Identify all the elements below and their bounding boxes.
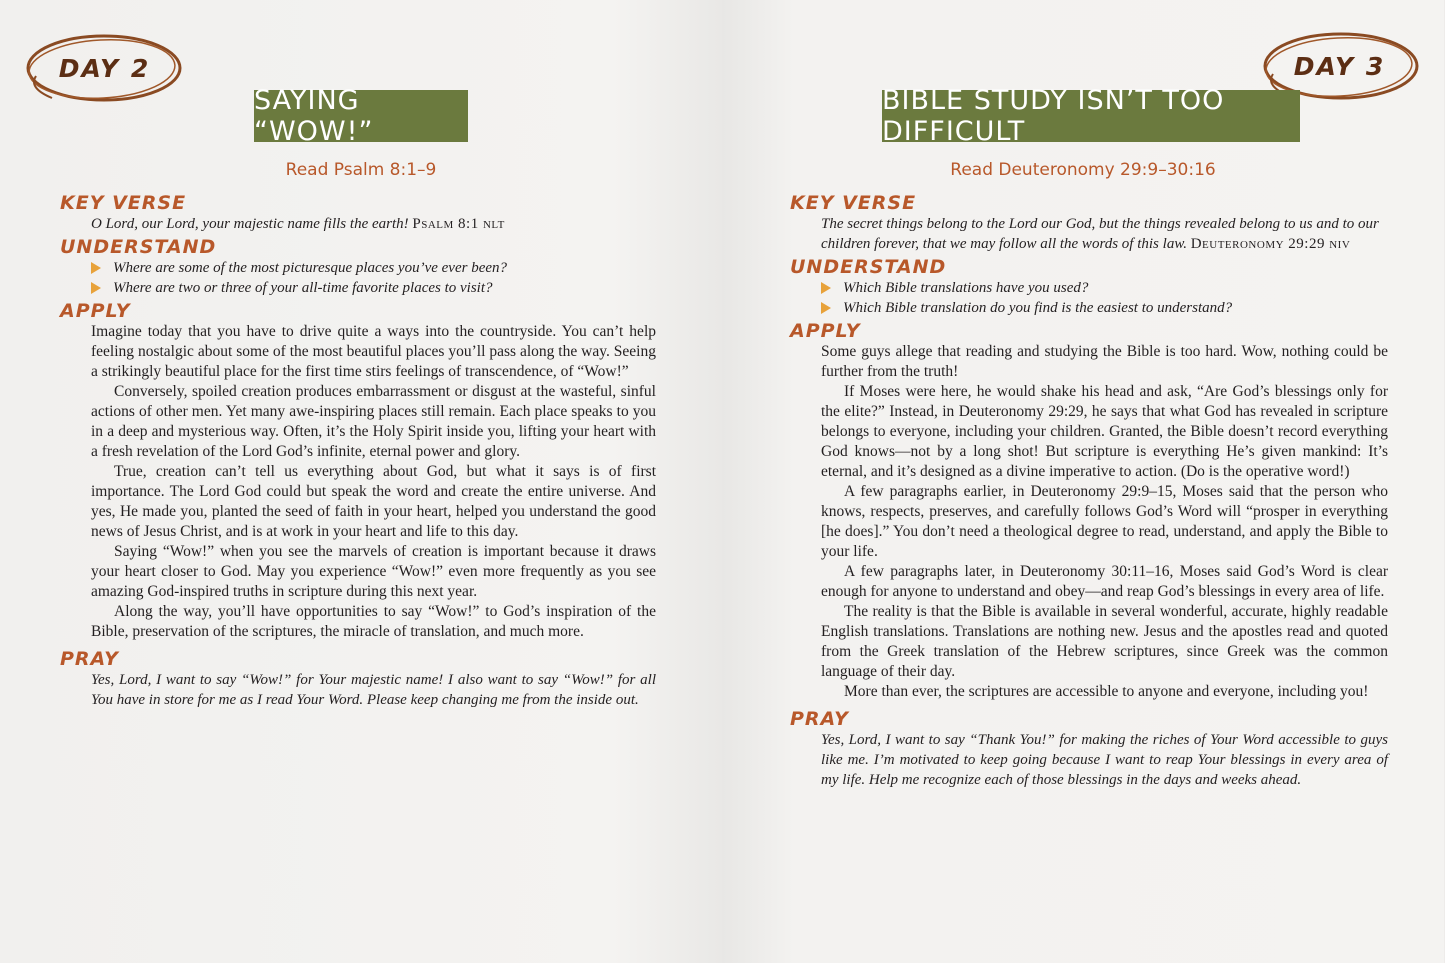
left-page bbox=[0, 0, 722, 963]
day-badge bbox=[22, 28, 187, 108]
key-verse-heading: KEY VERSE bbox=[790, 192, 917, 214]
paragraph: Some guys allege that reading and studying the Bible is too hard. Wow, nothing could be further from the truth! bbox=[821, 343, 1388, 380]
page-title: BIBLE STUDY ISN’T TOO DIFFICULT bbox=[882, 90, 1300, 142]
paragraph: A few paragraphs earlier, in Deuteronomy 29:9–15, Moses said that the person who knows, respects, preserves, and carefully follows God’s Word will “prosper in everything [he does].” You don’t need a theological degree to read, understand, and apply the Bible to your life. bbox=[821, 483, 1388, 560]
paragraph: The reality is that the Bible is available in several wonderful, accurate, highly readable English translations. Translations are nothing new. Jesus and the apostles read and quoted from the Greek translation of the Hebrew scriptures, since Greek was the common language of their day. bbox=[821, 603, 1388, 680]
pray-heading: PRAY bbox=[60, 648, 119, 670]
page-title: SAYING “WOW!” bbox=[254, 90, 468, 142]
paragraph: Along the way, you’ll have opportunities to say “Wow!” to God’s inspiration of the Bible, preservation of the scriptures, the miracle of translation, and much more. bbox=[91, 603, 656, 640]
key-verse-reference: Psalm 8:1 nlt bbox=[412, 216, 505, 232]
paragraph: If Moses were here, he would shake his head and ask, “Are God’s blessings only for the elite?” Instead, in Deuteronomy 29:29, he says that what God has revealed in scripture belongs to everyone, including your children. Granted, the Bible doesn’t record everything God knows—not by a long shot! But scripture is everything He’s given mankind: It’s eternal, and it’s designed as a divine imperative to action. (Do is the operative word!) bbox=[821, 383, 1388, 480]
key-verse-text: The secret things belong to the Lord our God, but the things revealed belong to us and to our children forever, that we may follow all the words of this law. bbox=[821, 216, 1379, 252]
key-verse bbox=[60, 214, 656, 234]
paragraph: Conversely, spoiled creation produces embarrassment or disgust at the wasteful, sinful actions of other men. Yet many awe-inspiring places still remain. Each place speaks to you in a deep and mysterious way. Often, it’s the Holy Spirit inside you, lifting your heart with a fresh revelation of the Lord God’s infinite, eternal power and glory. bbox=[91, 383, 656, 460]
paragraph: A few paragraphs later, in Deuteronomy 30:11–16, Moses said God’s Word is clear enough for anyone to understand and obey—and reap God’s blessings in every area of life. bbox=[821, 563, 1388, 600]
reading-reference bbox=[0, 160, 722, 180]
reading-reference bbox=[722, 160, 1444, 180]
apply-heading: APPLY bbox=[60, 300, 131, 322]
list-item: Which Bible translations have you used? bbox=[821, 278, 1388, 298]
key-verse-text: O Lord, our Lord, your majestic name fills the earth! bbox=[91, 216, 413, 232]
pray-text: Yes, Lord, I want to say “Wow!” for Your majestic name! I also want to say “Wow!” for all You have in store for me as I read Your Word. Please keep changing me from the inside out. bbox=[91, 672, 656, 708]
reading-text: Read Psalm 8:1–9 bbox=[285, 160, 437, 180]
key-verse-reference: Deuteronomy 29:29 niv bbox=[1190, 236, 1351, 252]
paragraph: Saying “Wow!” when you see the marvels of creation is important because it draws your heart closer to God. May you experience “Wow!” even more frequently as you see amazing God-inspired truths in scripture during this next year. bbox=[91, 543, 656, 600]
arrow-bullet-icon bbox=[821, 282, 831, 294]
key-verse-heading: KEY VERSE bbox=[60, 192, 187, 214]
arrow-bullet-icon bbox=[91, 262, 101, 274]
devotional-content bbox=[60, 192, 656, 710]
arrow-bullet-icon bbox=[91, 282, 101, 294]
list-item: Where are some of the most picturesque places you’ve ever been? bbox=[91, 258, 656, 278]
key-verse bbox=[790, 214, 1388, 254]
list-item: Which Bible translation do you find is the easiest to understand? bbox=[821, 298, 1388, 318]
right-page bbox=[722, 0, 1444, 963]
day-label: DAY 2 bbox=[58, 53, 151, 83]
arrow-bullet-icon bbox=[821, 302, 831, 314]
paragraph: More than ever, the scriptures are accessible to anyone and everyone, including you! bbox=[844, 683, 1369, 700]
list-item: Where are two or three of your all-time favorite places to visit? bbox=[91, 278, 656, 298]
understand-list bbox=[790, 278, 1388, 318]
apply-heading: APPLY bbox=[790, 320, 861, 342]
reading-text: Read Deuteronomy 29:9–30:16 bbox=[950, 160, 1216, 180]
apply-body bbox=[790, 342, 1388, 702]
day-label: DAY 3 bbox=[1293, 51, 1386, 81]
paragraph: Imagine today that you have to drive quite a ways into the countryside. You can’t help feeling nostalgic about some of the most beautiful places you’ll pass along the way. Seeing a strikingly beautiful place for the first time stirs feelings of transcendence, of “Wow!” bbox=[91, 323, 656, 380]
paragraph: True, creation can’t tell us everything about God, but what it says is of first importance. The Lord God could but speak the word and create the entire universe. And yes, He made you, planted the seed of faith in your heart, helped you understand the good news of Jesus Christ, and is at work in your heart and life to this day. bbox=[91, 463, 656, 540]
devotional-content bbox=[790, 192, 1388, 790]
understand-heading: UNDERSTAND bbox=[790, 256, 947, 278]
pray-text: Yes, Lord, I want to say “Thank You!” for making the riches of Your Word accessible to guys like me. I’m motivated to keep going because I want to reap Your blessings in every area of my life. Help me recognize each of those blessings in the days and weeks ahead. bbox=[821, 732, 1388, 788]
apply-body bbox=[60, 322, 656, 642]
pray-heading: PRAY bbox=[790, 708, 849, 730]
understand-heading: UNDERSTAND bbox=[60, 236, 217, 258]
understand-list bbox=[60, 258, 656, 298]
